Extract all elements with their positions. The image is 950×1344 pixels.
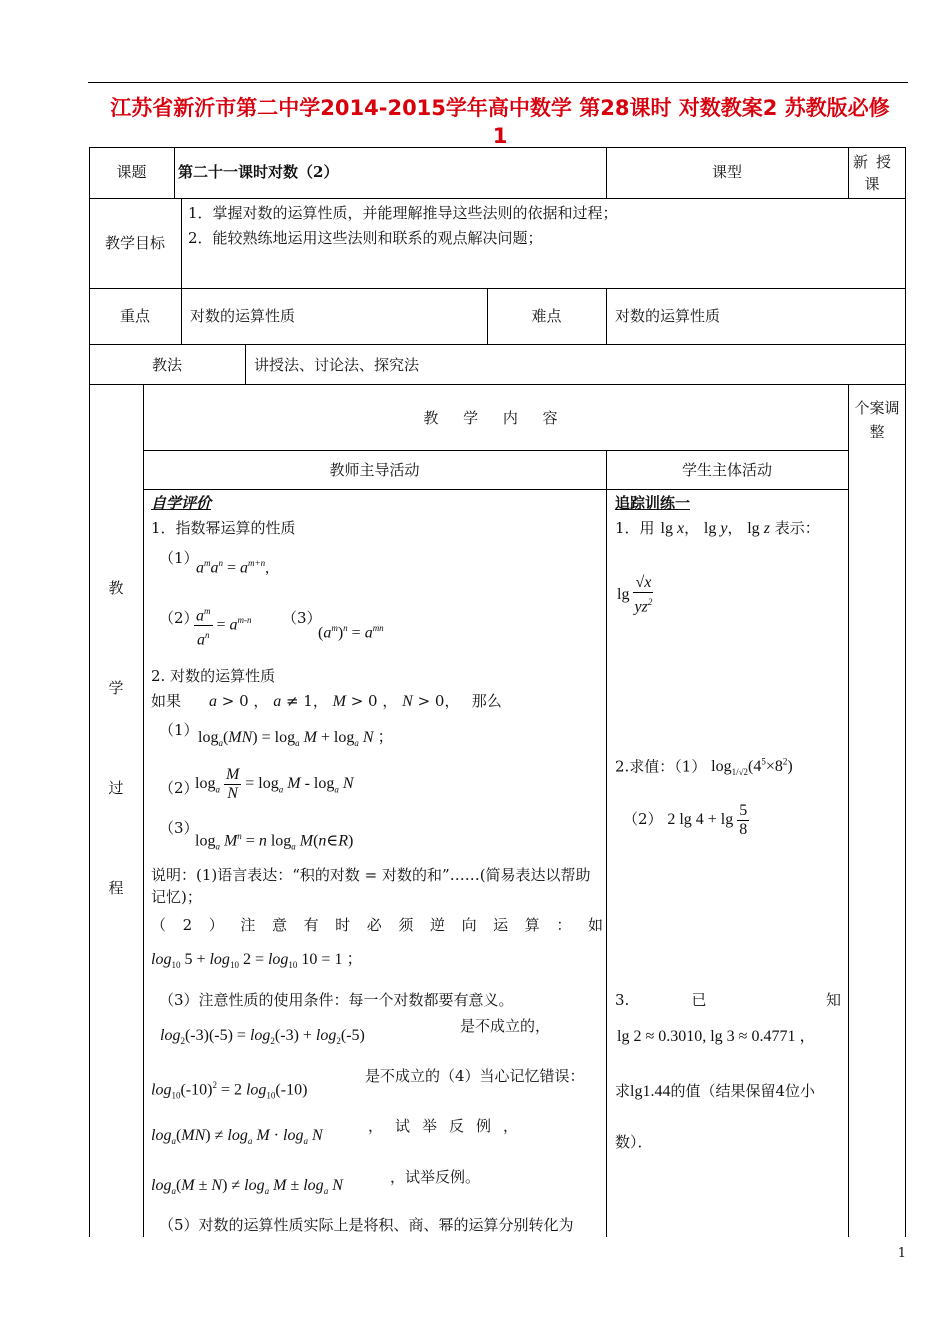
- teacher-header: 教师主导活动: [329, 461, 420, 479]
- invalid-note-1: 是不成立的，: [460, 1017, 551, 1035]
- question-3-ask: 求lg1.44的值（结果保留4位小数）．: [615, 1082, 816, 1151]
- difficult-point-value: 对数的运算性质: [615, 307, 721, 325]
- goal-item-1: 1．掌握对数的运算性质，并能理解推导这些法则的依据和过程；: [188, 204, 618, 222]
- type-label: 课型: [711, 163, 742, 181]
- exp-rule-3-label: （3）: [282, 609, 322, 627]
- topic-label: 课题: [116, 163, 147, 181]
- note-2-example: $\log_{10} 5 + \log_{10} 2 = \log_{10} 10 = 1$ ；: [151, 951, 363, 971]
- process-label-1: 教: [108, 579, 124, 597]
- question-2: 2.求值：（1） $\log_{1/√2}(4^5\times 8^2)$: [615, 757, 793, 778]
- question-3-known: lg 2 ≈ 0.3010, lg 3 ≈ 0.4771 ，: [617, 1028, 816, 1045]
- process-label-3: 过: [108, 779, 124, 797]
- page-number: 1: [897, 1246, 906, 1261]
- counter-example-2: ，试举反例。: [390, 1168, 481, 1186]
- difficult-point-label: 难点: [531, 307, 562, 325]
- type-value: 新授课: [852, 153, 899, 193]
- log-rule-1-label: （1）: [159, 721, 199, 739]
- student-header: 学生主体活动: [681, 461, 772, 479]
- question-3: 3. 已 知: [615, 991, 841, 1009]
- note-5: （5）对数的运算性质实际上是将积、商、幂的运算分别转化为: [159, 1216, 574, 1234]
- key-point-label: 重点: [119, 307, 150, 325]
- goals-label: 教学目标: [104, 234, 165, 252]
- practice-heading: 追踪训练一: [615, 494, 691, 512]
- note-2: （2）注意有时必须逆向运算：如: [151, 916, 603, 934]
- method-value: 讲授法、讨论法、探究法: [254, 356, 420, 374]
- exp-rule-1: $a^ma^n = a^{m+n}$,: [196, 558, 270, 577]
- title-line-1: 江苏省新沂市第二中学2014-2015学年高中数学 第28课时 对数教案2 苏教版必修: [110, 96, 890, 120]
- memory-error-1: $\log_a(MN) \ne \log_a M \cdot \log_a N$: [151, 1127, 323, 1147]
- topic-value: 第二十一课时对数（2）: [178, 163, 339, 181]
- log-rule-1: $\log_a(MN) = \log_a M + \log_a N$ ；: [198, 729, 394, 749]
- exp-rule-3: $(a^m)^n = a^{mn}$: [318, 623, 384, 642]
- key-point-value: 对数的运算性质: [190, 307, 296, 325]
- memory-error-2: $\log_a(M \pm N) \ne \log_a M \pm \log_a N$: [151, 1177, 343, 1197]
- log-rule-3: $\log_a M^n = n$ $\log_a$ M(n∈R): [195, 831, 354, 852]
- log-rules-title: 2. 对数的运算性质: [151, 667, 276, 685]
- log-rule-2-label: （2）: [159, 779, 199, 797]
- question-2b: （2） 2 lg 4 + lg $\frac{5}{8}$: [623, 802, 748, 838]
- process-label-2: 学: [108, 679, 124, 697]
- invalid-note-2: 是不成立的（4）当心记忆错误：: [365, 1067, 585, 1085]
- method-label: 教法: [151, 356, 182, 374]
- question-1: 1．用 lg x， lg y， lg z 表示：: [615, 519, 820, 537]
- log-rule-2: $\log_a$ $\frac{M}{N}$ = $\log_a M - \log_a N$: [195, 766, 354, 802]
- title-line-2: 1: [492, 124, 508, 148]
- log-condition: 如果 a > 0 ， a ≠ 1， M > 0 ， N > 0， 那么: [151, 692, 502, 710]
- log-rule-3-label: （3）: [159, 819, 199, 837]
- question-1-expr: lg $\frac{√x}{yz^2}$: [617, 574, 653, 616]
- adjust-header: 个案调整: [854, 399, 900, 441]
- exp-rule-2-label: （2）: [159, 609, 199, 627]
- exp-rule-2: $\frac{a^m}{a^n}$ = $a^{m-n}$: [194, 602, 252, 650]
- invalid-example-1: $\log_2(-3)(-5) = \log_2(-3) + \log_2(-5)$: [160, 1027, 365, 1047]
- header-rule: [88, 82, 908, 83]
- content-header: 教 学 内 容: [423, 409, 568, 427]
- self-study-heading: 自学评价: [151, 494, 212, 512]
- process-label-4: 程: [108, 879, 124, 897]
- note-3: （3）注意性质的使用条件：每一个对数都要有意义。: [159, 991, 514, 1009]
- goal-item-2: 2．能较熟练地运用这些法则和联系的观点解决问题；: [188, 229, 543, 247]
- invalid-example-2: $\log_{10}(-10)^2 = 2$ $\log_{10}(-10)$: [151, 1080, 308, 1101]
- exp-rule-1-label: （1）: [159, 549, 199, 567]
- document-title: [80, 94, 920, 150]
- note-1: 说明：(1)语言表达：“积的对数 = 对数的和”……(简易表达以帮助记忆)；: [151, 866, 591, 906]
- counter-example-1: ，试举反例，: [368, 1117, 531, 1135]
- exponent-rules-title: 1．指数幂运算的性质: [151, 519, 296, 537]
